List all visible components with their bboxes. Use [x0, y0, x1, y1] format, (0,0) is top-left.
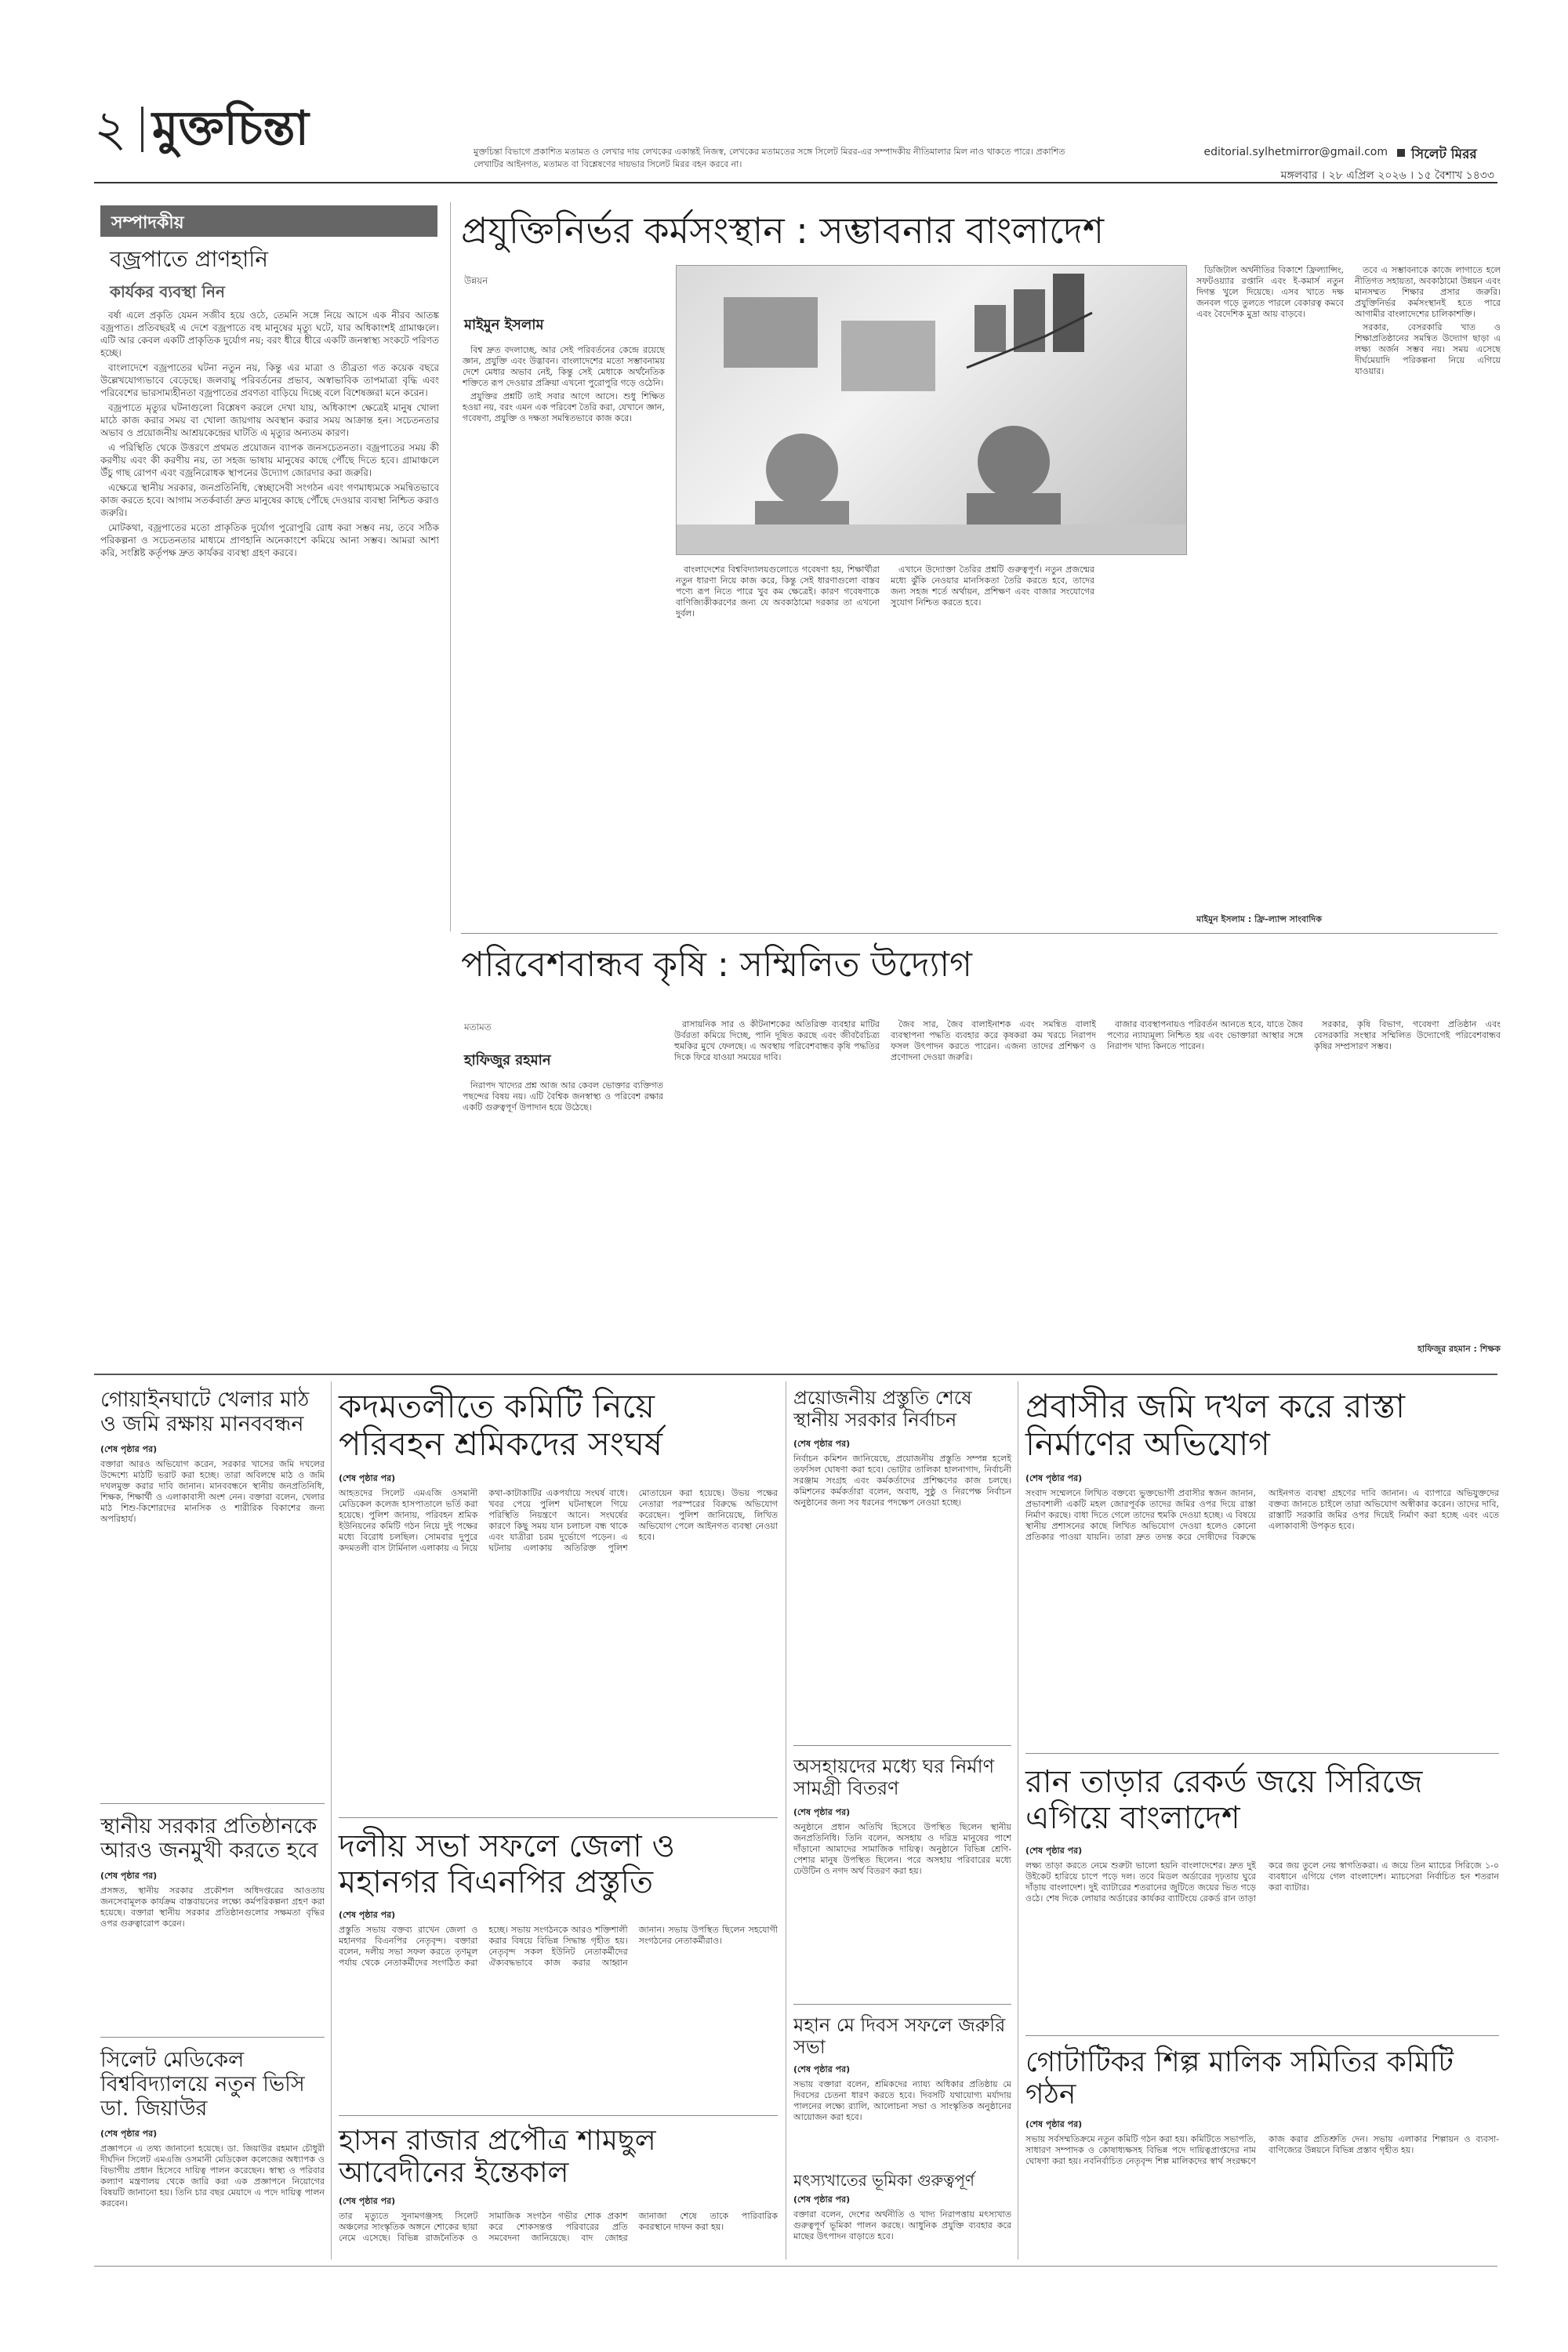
news-body: প্রজ্ঞাপনে এ তথ্য জানানো হয়েছে। ডা. জিয়াউর রহমান চৌধুরী দীর্ঘদিন সিলেট এমএজি ওসমানী মেডিকেল কলেজের অধ্যাপক ও বিভাগীয় প্রধান হিসেবে দায়িত্ব পালন করেছেন। স্বাস্থ্য ও পরিবার কল্যাণ মন্ত্রণালয় থেকে জারি করা এক প্রজ্ঞাপনে নিয়োগের বিষয়টি জানানো হয়। তিনি চার বছর মেয়াদে এ পদে দায়িত্ব পালন করবেন। — [100, 2143, 325, 2209]
news-rule — [100, 1803, 325, 1804]
news-item — [339, 2125, 778, 2269]
news-body: প্রসঙ্গত, স্থানীয় সরকার প্রকৌশল অধিদপ্তরের আওতায় জনসেবামূলক কার্যক্রম বাস্তবায়নের লক্ষ্যে কর্মপরিকল্পনা গ্রহণ করা হয়েছে। বক্তারা স্থানীয় সরকার প্রতিষ্ঠানগুলোর সক্ষমতা বৃদ্ধির ওপর গুরুত্বারোপ করেন। — [100, 1886, 325, 1929]
page-number: ২ — [94, 100, 127, 158]
news-body: সভায় সর্বসম্মতিক্রমে নতুন কমিটি গঠন করা হয়। কমিটিতে সভাপতি, সাধারণ সম্পাদক ও কোষাধ্যক্ষসহ বিভিন্ন পদে দায়িত্বপ্রাপ্তদের নাম ঘোষণা করা হয়। নবনির্বাচিত নেতৃবৃন্দ শিল্প মালিকদের স্বার্থ সংরক্ষণে কাজ করার প্রতিশ্রুতি দেন। সভায় এলাকার শিল্পায়ন ও ব্যবসা-বাণিজ্যের উন্নয়নে বিভিন্ন প্রস্তাব গৃহীত হয়। — [1025, 2133, 1499, 2166]
footer-rule — [94, 2266, 1497, 2267]
news-item — [100, 1814, 325, 1973]
news-headline: রান তাড়ার রেকর্ড জয়ে সিরিজে এগিয়ে বাংলাদেশ — [1025, 1764, 1423, 1836]
news-item — [1025, 1764, 1499, 2033]
news-headline: অসহায়দের মধ্যে ঘর নির্মাণ সামগ্রী বিতরণ — [793, 1755, 995, 1799]
news-continued: (শেষ পৃষ্ঠার পর) — [339, 1472, 396, 1483]
disclaimer: মুক্তচিন্তা বিভাগে প্রকাশিত মতামত ও লেখার দায় লেখকের একান্তই নিজস্ব, লেখকের মতামতের সঙ্গে সিলেট মিরর-এর সম্পাদকীয় নীতিমালার মিল নাও থাকতে পারে। প্রকাশিত লেখাটির আইনগত, মতামত বা বিশ্লেষণের দায়ভার সিলেট মিরর বহন করবে না। — [474, 147, 1065, 169]
news-headline: মহান মে দিবস সফলে জরুরি সভা — [793, 2014, 1006, 2058]
news-body: বক্তারা আরও অভিযোগ করেন, সরকার খাসের জমি দখলের উদ্দেশ্যে মাঠটি ভরাট করা হচ্ছে। তারা অবিলম্বে মাঠ ও জমি দখলমুক্ত করার দাবি জানান। মানববন্ধনে স্থানীয় জনপ্রতিনিধি, শিক্ষক, শিক্ষার্থী ও এলাকাবাসী অংশ নেন। বক্তারা বলেন, খেলার মাঠ শিশু-কিশোরদের মানসিক ও শারীরিক বিকাশের জন্য অপরিহার্য। — [100, 1459, 325, 1525]
news-headline: প্রয়োজনীয় প্রস্তুতি শেষে স্থানীয় সরকার নির্বাচন — [793, 1387, 972, 1431]
agri-author: হাফিজুর রহমান — [464, 1052, 551, 1069]
news-body: প্রস্তুতি সভায় বক্তব্য রাখেন জেলা ও মহানগর বিএনপির নেতৃবৃন্দ। বক্তারা বলেন, দলীয় সভা সফল করতে তৃণমূল পর্যায় থেকে নেতাকর্মীদের সংগঠিত করা হচ্ছে। সভায় সংগঠনকে আরও শক্তিশালী করার বিষয়ে বিভিন্ন সিদ্ধান্ত গৃহীত হয়। নেতৃবৃন্দ সকল ইউনিট নেতাকর্মীদের ঐক্যবদ্ধভাবে কাজ করার আহ্বান জানান। সভায় উপস্থিত ছিলেন সহযোগী সংগঠনের নেতাকর্মীরাও। — [339, 1925, 778, 1968]
news-body: আহতদের সিলেট এমএজি ওসমানী মেডিকেল কলেজ হাসপাতালে ভর্তি করা হয়েছে। পুলিশ জানায়, পরিবহন শ্রমিক ইউনিয়নের কমিটি গঠন নিয়ে দুই পক্ষের মধ্যে বিরোধ চলছিল। সোমবার দুপুরে কদমতলী বাস টার্মিনাল এলাকায় এ নিয়ে কথা-কাটাকাটির একপর্যায়ে সংঘর্ষ বাধে। খবর পেয়ে পুলিশ ঘটনাস্থলে গিয়ে পরিস্থিতি নিয়ন্ত্রণে আনে। সংঘর্ষের কারণে কিছু সময় যান চলাচল বন্ধ থাকে এবং যাত্রীরা চরম দুর্ভোগে পড়েন। এ ঘটনায় এলাকায় অতিরিক্ত পুলিশ মোতায়েন করা হয়েছে। উভয় পক্ষের নেতারা পরস্পরের বিরুদ্ধে অভিযোগ করেছেন। পুলিশ জানিয়েছে, লিখিত অভিযোগ পেলে আইনগত ব্যবস্থা নেওয়া হবে। — [339, 1487, 778, 1553]
agri-col-2 — [674, 1019, 880, 1359]
editorial-headline: বজ্রপাতে প্রাণহানি — [110, 246, 268, 272]
news-headline: গোয়াইনঘাটে খেলার মাঠ ও জমি রক্ষায় মানববন্ধন — [100, 1388, 310, 1437]
news-continued: (শেষ পৃষ্ঠার পর) — [1025, 1472, 1083, 1483]
news-continued: (শেষ পৃষ্ঠার পর) — [1025, 2118, 1083, 2129]
news-continued: (শেষ পৃষ্ঠার পর) — [339, 1910, 396, 1920]
news-item — [793, 1756, 1011, 1994]
news-headline: গোটাটিকর শিল্প মালিক সমিতির কমিটি গঠন — [1025, 2046, 1454, 2111]
agri-paragraph: সরকার, কৃষি বিভাগ, গবেষণা প্রতিষ্ঠান এবং বেসরকারি সংস্থার সম্মিলিত উদ্যোগেই পরিবেশবান্ধব কৃষির সম্প্রসারণ সম্ভব। — [1314, 1019, 1501, 1051]
news-item — [1025, 1388, 1499, 1715]
agri-tag: মতামত — [464, 1022, 492, 1033]
column-divider — [450, 202, 451, 931]
tech-col-5 — [1355, 265, 1501, 902]
tech-author-note: মাইমুন ইসলাম : ফ্রি-ল্যান্স সাংবাদিক — [1196, 914, 1322, 924]
agri-col-1 — [463, 1080, 663, 1359]
news-continued: (শেষ পৃষ্ঠার পর) — [100, 2129, 158, 2140]
issue-date: মঙ্গলবার । ২৮ এপ্রিল ২০২৬ । ১৫ বৈশাখ ১৪৩৩ — [1280, 169, 1494, 182]
editorial-label-text: সম্পাদকীয় — [111, 213, 184, 233]
news-headline: কদমতলীতে কমিটি নিয়ে পরিবহন শ্রমিকদের সংঘর্ষ — [339, 1387, 663, 1464]
tech-author: মাইমুন ইসলাম — [464, 317, 544, 333]
tech-col-2 — [676, 564, 880, 925]
header-rule — [94, 182, 1497, 183]
agri-paragraph: জৈব সার, জৈব বালাইনাশক এবং সমন্বিত বালাই ব্যবস্থাপনা পদ্ধতি ব্যবহার করে কৃষকরা কম খরচে নিরাপদ ফসল উৎপাদন করতে পারেন। এজন্য তাদের প্রশিক্ষণ ও প্রণোদনা দেওয়া জরুরি। — [891, 1019, 1096, 1062]
news-rule — [793, 1745, 1011, 1746]
news-headline: মৎস্যখাতের ভূমিকা গুরুত্বপূর্ণ — [793, 2171, 975, 2190]
editorial-paragraph: বজ্রপাতে মৃত্যুর ঘটনাগুলো বিশ্লেষণ করলে দেখা যায়, অধিকাংশ ক্ষেত্রেই মানুষ খোলা মাঠে কাজ করার সময় বা খোলা জায়গায় অবস্থান করার সময় আক্রান্ত হন। সচেতনতার অভাব ও প্রয়োজনীয় আশ্রয়কেন্দ্রের ঘাটতি এ মৃত্যুর অন্যতম কারণ। — [100, 402, 439, 438]
news-item — [100, 2048, 325, 2319]
news-headline: দলীয় সভা সফলে জেলা ও মহানগর বিএনপির প্রস্তুতি — [339, 1828, 675, 1900]
agri-paragraph: নিরাপদ খাদ্যের প্রশ্ন আজ আর কেবল ভোক্তার ব্যক্তিগত পছন্দের বিষয় নয়। এটি বৈশ্বিক জনস্বাস্থ্য ও পরিবেশ রক্ষার একটি গুরুত্বপূর্ণ উপাদান হয়ে উঠেছে। — [463, 1080, 663, 1112]
news-item — [1025, 2046, 1499, 2245]
tech-tag: উন্নয়ন — [464, 275, 488, 286]
news-item — [793, 1388, 1011, 1709]
news-continued: (শেষ পৃষ্ঠার পর) — [1025, 1846, 1083, 1856]
news-item — [793, 2172, 1011, 2242]
agri-paragraph: বাজার ব্যবস্থাপনায়ও পরিবর্তন আনতে হবে, যাতে জৈব পণ্যের ন্যায্যমূল্য নিশ্চিত হয় এবং ভোক্তারা আস্থার সঙ্গে নিরাপদ খাদ্য কিনতে পারেন। — [1107, 1019, 1303, 1051]
agri-author-note: হাফিজুর রহমান : শিক্ষক — [1417, 1344, 1501, 1354]
news-headline: সিলেট মেডিকেল বিশ্ববিদ্যালয়ে নতুন ভিসি ডা. জিয়াউর — [100, 2048, 305, 2122]
news-item — [339, 1388, 778, 1784]
news-continued: (শেষ পৃষ্ঠার পর) — [100, 1444, 158, 1455]
editorial-paragraph: বর্ষা এলে প্রকৃতি যেমন সজীব হয়ে ওঠে, তেমনি সঙ্গে নিয়ে আসে এক নীরব আতঙ্ক বজ্রপাত। প্রতিবছরই এ দেশে বজ্রপাতে বহু মানুষের মৃত্যু ঘটে, যার অধিকাংশই গ্রামাঞ্চলে। এটি আর কেবল একটি প্রাকৃতিক দুর্যোগ নয়; বরং ধীরে ধীরে একটি জনস্বাস্থ্য সংকটে পরিণত হচ্ছে। — [100, 310, 439, 358]
agri-col-3 — [891, 1019, 1096, 1359]
news-rule — [793, 2004, 1011, 2005]
chart-illustration-icon — [677, 266, 1186, 554]
column-divider — [331, 1381, 332, 2259]
editorial-subhead: কার্যকর ব্যবস্থা নিন — [110, 282, 225, 301]
tech-paragraph: বাংলাদেশের বিশ্ববিদ্যালয়গুলোতে গবেষণা হয়, শিক্ষার্থীরা নতুন ধারণা নিয়ে কাজ করে, কিন্তু সেই ধারণাগুলো বাস্তব পণ্যে রূপ নিতে পারে খুব কম ক্ষেত্রেই। কারণ গবেষণাকে বাণিজ্যিকীকরণের জন্য যে অবকাঠামো দরকার তা এখনো দুর্বল। — [676, 564, 880, 619]
news-rule — [339, 2115, 778, 2116]
news-headline: প্রবাসীর জমি দখল করে রাস্তা নির্মাণের অভিযোগ — [1025, 1387, 1406, 1464]
section-rule — [461, 933, 1497, 934]
tech-article-photo — [676, 265, 1187, 555]
brand-name: সিলেট মিরর — [1411, 147, 1477, 162]
editorial-paragraph: এক্ষেত্রে স্থানীয় সরকার, জনপ্রতিনিধি, স্বেচ্ছাসেবী সংগঠন এবং গণমাধ্যমকে সমন্বিতভাবে কাজ করতে হবে। আগাম সতর্কবার্তা দ্রুত মানুষের কাছে পৌঁছে দেওয়ার ব্যবস্থা নিশ্চিত করাও জরুরি। — [100, 482, 439, 518]
news-body: নির্বাচন কমিশন জানিয়েছে, প্রয়োজনীয় প্রস্তুতি সম্পন্ন হলেই তফসিল ঘোষণা করা হবে। ভোটার তালিকা হালনাগাদ, নির্বাচনী সরঞ্জাম সংগ্রহ এবং কর্মকর্তাদের প্রশিক্ষণের কাজ চলছে। কমিশনের কর্মকর্তারা বলেন, অবাধ, সুষ্ঠু ও নিরপেক্ষ নির্বাচন অনুষ্ঠানের জন্য সব ধরনের পদক্ষেপ নেওয়া হচ্ছে। — [793, 1454, 1011, 1508]
agri-headline: পরিবেশবান্ধব কৃষি : সম্মিলিত উদ্যোগ — [461, 945, 972, 985]
editorial-paragraph: মোটকথা, বজ্রপাতের মতো প্রাকৃতিক দুর্যোগ পুরোপুরি রোধ করা সম্ভব নয়, তবে সঠিক পরিকল্পনা ও সচেতনতার মাধ্যমে প্রাণহানি অনেকাংশে কমিয়ে আনা সম্ভব। আমরা আশা করি, সংশ্লিষ্ট কর্তৃপক্ষ দ্রুত কার্যকর ব্যবস্থা গ্রহণ করবে। — [100, 522, 439, 558]
news-body: অনুষ্ঠানে প্রধান অতিথি হিসেবে উপস্থিত ছিলেন স্থানীয় জনপ্রতিনিধি। তিনি বলেন, অসহায় ও দরিদ্র মানুষের পাশে দাঁড়ানো আমাদের সামাজিক দায়িত্ব। অনুষ্ঠানে বিভিন্ন শ্রেণি-পেশার মানুষ উপস্থিত ছিলেন। পরে অসহায় পরিবারের মধ্যে ঢেউটিন ও নগদ অর্থ বিতরণ করা হয়। — [793, 1822, 1011, 1877]
news-headline: হাসন রাজার প্রপৌত্র শামছুল আবেদীনের ইন্তেকাল — [339, 2125, 656, 2190]
news-body: সভায় বক্তারা বলেন, শ্রমিকদের ন্যায্য অধিকার প্রতিষ্ঠায় মে দিবসের চেতনা ধারণ করতে হবে। দিবসটি যথাযোগ্য মর্যাদায় পালনের লক্ষ্যে র‍্যালি, আলোচনা সভা ও সাংস্কৃতিক অনুষ্ঠানের আয়োজন করা হবে। — [793, 2079, 1011, 2123]
tech-col-3 — [891, 564, 1094, 925]
news-rule — [1025, 1753, 1499, 1754]
news-item — [339, 1828, 778, 2105]
news-continued: (শেষ পৃষ্ঠার পর) — [793, 2064, 851, 2075]
tech-paragraph: প্রযুক্তির প্রশ্নটি তাই সবার আগে আসে। শুধু শিক্ষিত হওয়া নয়, বরং এমন এক পরিবেশ তৈরি করা, যেখানে জ্ঞান, গবেষণা, প্রযুক্তি ও দক্ষতা সমন্বিতভাবে কাজ করে। — [463, 391, 665, 423]
editorial-paragraph: বাংলাদেশে বজ্রপাতের ঘটনা নতুন নয়, কিন্তু এর মাত্রা ও তীব্রতা গত কয়েক বছরে উল্লেখযোগ্যভাবে বেড়েছে। জলবায়ু পরিবর্তনের প্রভাব, অস্বাভাবিক তাপমাত্রা বৃদ্ধি এবং পরিবেশের ভারসাম্যহীনতা বজ্রপাতের প্রবণতা বাড়িয়ে দিচ্ছে বলে বিশেষজ্ঞরা মনে করেন। — [100, 362, 439, 398]
tech-paragraph: বিশ্ব দ্রুত বদলাচ্ছে, আর সেই পরিবর্তনের কেন্দ্রে রয়েছে জ্ঞান, প্রযুক্তি এবং উদ্ভাবন। বাংলাদেশের মতো সম্ভাবনাময় দেশে মেধার অভাব নেই, কিন্তু সেই মেধাকে অর্থনৈতিক শক্তিতে রূপ দেওয়ার প্রক্রিয়া এখনো পুরোপুরি গড়ে ওঠেনি। — [463, 345, 665, 388]
news-rule — [100, 2037, 325, 2038]
agri-paragraph: রাসায়নিক সার ও কীটনাশকের অতিরিক্ত ব্যবহার মাটির উর্বরতা কমিয়ে দিচ্ছে, পানি দূষিত করছে এবং জীববৈচিত্র্য হুমকির মুখে ফেলছে। এ অবস্থায় পরিবেশবান্ধব কৃষি পদ্ধতির দিকে ফিরে যাওয়া সময়ের দাবি। — [674, 1019, 880, 1062]
header-divider — [141, 107, 143, 152]
news-continued: (শেষ পৃষ্ঠার পর) — [793, 1807, 851, 1818]
agri-col-4 — [1107, 1019, 1303, 1359]
news-continued: (শেষ পৃষ্ঠার পর) — [793, 2194, 851, 2205]
tech-paragraph: ডিজিটাল অর্থনীতির বিকাশে ফ্রিল্যান্সিং, সফটওয়্যার রপ্তানি এবং ই-কমার্স নতুন দিগন্ত খুলে দিয়েছে। এসব খাতে দক্ষ জনবল গড়ে তুলতে পারলে বেকারত্ব কমবে এবং বৈদেশিক মুদ্রা আয় বাড়বে। — [1196, 265, 1344, 319]
section-title: মুক্তচিন্তা — [152, 101, 309, 156]
news-rule — [1025, 2035, 1499, 2036]
editorial-label — [100, 205, 437, 237]
brand-square-icon — [1397, 149, 1405, 157]
news-body: তার মৃত্যুতে সুনামগঞ্জসহ সিলেট অঞ্চলের সাংস্কৃতিক অঙ্গনে শোকের ছায়া নেমে এসেছে। বিভিন্ন রাজনৈতিক ও সামাজিক সংগঠন গভীর শোক প্রকাশ করে শোকসন্তপ্ত পরিবারের প্রতি সমবেদনা জানিয়েছে। বাদ জোহর জানাজা শেষে তাকে পারিবারিক কবরস্থানে দাফন করা হয়। — [339, 2210, 778, 2243]
news-body: বক্তারা বলেন, দেশের অর্থনীতি ও খাদ্য নিরাপত্তায় মৎস্যখাত গুরুত্বপূর্ণ ভূমিকা পালন করছে। আধুনিক প্রযুক্তি ব্যবহার করে মাছের উৎপাদন বাড়াতে হবে। — [793, 2209, 1011, 2241]
editorial-email[interactable]: editorial.sylhetmirror@gmail.com — [1203, 146, 1388, 158]
news-item — [793, 2015, 1011, 2145]
news-body: সংবাদ সম্মেলনে লিখিত বক্তব্যে ভুক্তভোগী প্রবাসীর স্বজন জানান, প্রভাবশালী একটি মহল জোরপূর্বক তাদের জমির ওপর দিয়ে রাস্তা নির্মাণ করছে। বাধা দিতে গেলে তাদের হুমকি দেওয়া হচ্ছে। এ বিষয়ে স্থানীয় প্রশাসনের কাছে লিখিত অভিযোগ দেওয়া হলেও কোনো প্রতিকার পাওয়া যায়নি। তারা দ্রুত তদন্ত করে দোষীদের বিরুদ্ধে আইনগত ব্যবস্থা গ্রহণের দাবি জানান। এ ব্যাপারে অভিযুক্তদের বক্তব্য জানতে চাইলে তারা অভিযোগ অস্বীকার করেন। তাদের দাবি, রাস্তাটি সরকারি জমির ওপর দিয়েই নির্মাণ করা হচ্ছে এবং এতে এলাকাবাসী উপকৃত হবে। — [1025, 1487, 1499, 1542]
tech-headline: প্রযুক্তিনির্ভর কর্মসংস্থান : সম্ভাবনার বাংলাদেশ — [461, 209, 1105, 252]
news-continued: (শেষ পৃষ্ঠার পর) — [793, 1439, 851, 1450]
news-rule — [339, 1817, 778, 1818]
section-rule — [94, 1374, 1497, 1375]
news-continued: (শেষ পৃষ্ঠার পর) — [339, 2195, 396, 2206]
editorial-body — [100, 309, 439, 927]
tech-paragraph: এখানে উদ্যোক্তা তৈরির প্রশ্নটি গুরুত্বপূর্ণ। নতুন প্রজন্মের মধ্যে ঝুঁকি নেওয়ার মানসিকতা তৈরি করতে হবে, তাদের জন্য সহজ শর্তে অর্থায়ন, প্রশিক্ষণ এবং বাজার সংযোগের সুযোগ নিশ্চিত করতে হবে। — [891, 564, 1094, 608]
news-item — [100, 1388, 325, 1743]
editorial-paragraph: এ পরিস্থিতি থেকে উত্তরণে প্রথমত প্রয়োজন ব্যাপক জনসচেতনতা। বজ্রপাতের সময় কী করণীয় এবং কী করণীয় নয়, তা সহজ ভাষায় মানুষের কাছে পৌঁছে দিতে হবে। গ্রামাঞ্চলে উঁচু গাছ রোপণ এবং বজ্রনিরোধক স্থাপনের উদ্যোগ জোরদার করা জরুরি। — [100, 442, 439, 478]
agri-col-5 — [1314, 1019, 1501, 1333]
tech-paragraph: সরকার, বেসরকারি খাত ও শিক্ষাপ্রতিষ্ঠানের সমন্বিত উদ্যোগ ছাড়া এ লক্ষ্য অর্জন সম্ভব নয়। সময় এসেছে দীর্ঘমেয়াদি পরিকল্পনা নিয়ে এগিয়ে যাওয়ার। — [1355, 322, 1501, 376]
tech-col-4 — [1196, 265, 1344, 925]
news-continued: (শেষ পৃষ্ঠার পর) — [100, 1871, 158, 1882]
tech-paragraph: তবে এ সম্ভাবনাকে কাজে লাগাতে হলে নীতিগত সহায়তা, অবকাঠামো উন্নয়ন এবং মানসম্মত শিক্ষার প্রসার জরুরি। প্রযুক্তিনির্ভর কর্মসংস্থানই হতে পারে আগামীর বাংলাদেশের চালিকাশক্তি। — [1355, 265, 1501, 319]
news-headline: স্থানীয় সরকার প্রতিষ্ঠানকে আরও জনমুখী করতে হবে — [100, 1814, 318, 1864]
tech-col-1 — [463, 345, 665, 925]
news-body: লক্ষ্য তাড়া করতে নেমে শুরুটা ভালো হয়নি বাংলাদেশের। দ্রুত দুই উইকেট হারিয়ে চাপে পড়ে দল। তবে মিডল অর্ডারের দৃঢ়তায় ঘুরে দাঁড়ায় বাংলাদেশ। দুই ব্যাটারের শতরানের জুটিতে জয়ের ভিত গড়ে ওঠে। শেষ দিকে লোয়ার অর্ডারের কার্যকর ব্যাটিংয়ে রেকর্ড রান তাড়া করে জয় তুলে নেয় স্বাগতিকরা। এ জয়ে তিন ম্যাচের সিরিজে ১-০ ব্যবধানে এগিয়ে গেল বাংলাদেশ। ম্যাচসেরা নির্বাচিত হন শতরান করা ব্যাটার। — [1025, 1860, 1499, 1904]
